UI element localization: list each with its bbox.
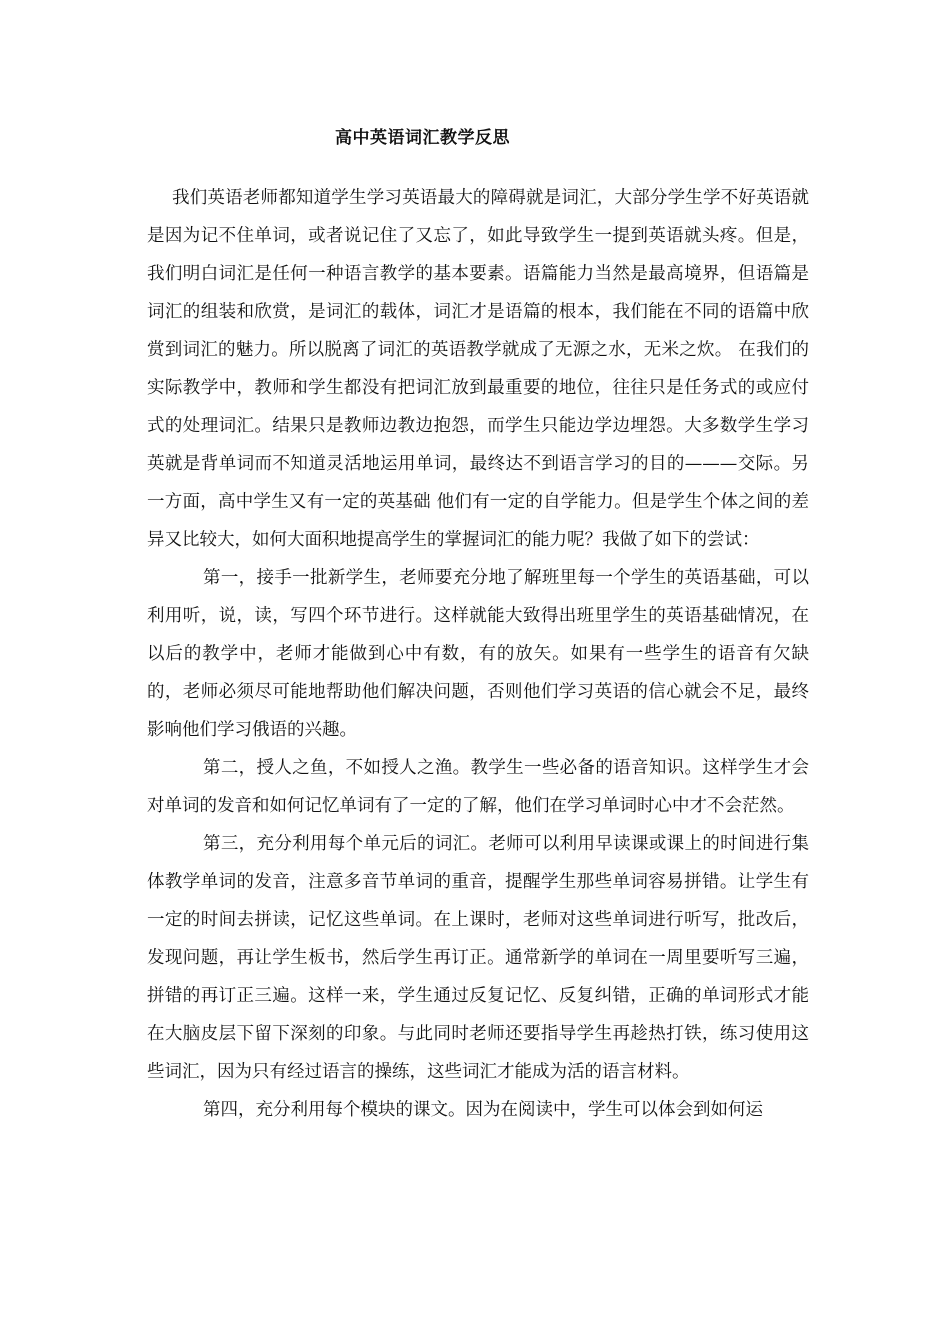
paragraph-first: 第一，接手一批新学生，老师要充分地了解班里每一个学生的英语基础，可以利用听，说，读，写四个环节进行。这样就能大致得出班里学生的英语基础情况，在以后的教学中，老师才能做到心中有数，有的放矢。如果有一些学生的语音有欠缺的，老师必须尽可能地帮助他们解决问题，否则他们学习英语的信心就会不足，最终影响他们学习俄语的兴趣。 <box>147 568 809 740</box>
paragraph-second: 第二，授人之鱼，不如授人之渔。教学生一些必备的语音知识。这样学生才会对单词的发音和如何记忆单词有了一定的了解，他们在学习单词时心中才不会茫然。 <box>147 758 809 816</box>
paragraph-intro: 我们英语老师都知道学生学习英语最大的障碍就是词汇，大部分学生学不好英语就是因为记不住单词，或者说记住了又忘了，如此导致学生一提到英语就头疼。但是，我们明白词汇是任何一种语言教学的基本要素。语篇能力当然是最高境界，但语篇是词汇的组装和欣赏，是词汇的载体，词汇才是语篇的根本，我们能在不同的语篇中欣赏到词汇的魅力。所以脱离了词汇的英语教学就成了无源之水，无米之炊。 在我们的实际教学中，教师和学生都没有把词汇放到最重要的地位，往往只是任务式的或应付式的处理词汇。结果只是教师边教边抱怨，而学生只能边学边埋怨。大多数学生学习英就是背单词而不知道灵活地运用单词，最终达不到语言学习的目的———交际。另一方面，高中学生又有一定的英基础 他们有一定的自学能力。但是学生个体之间的差异又比较大，如何大面积地提高学生的掌握词汇的能力呢？我做了如下的尝试： <box>147 188 809 550</box>
paragraph-fourth: 第四，充分利用每个模块的课文。因为在阅读中，学生可以体会到如何运 <box>203 1100 763 1120</box>
paragraph-third: 第三，充分利用每个单元后的词汇。老师可以利用早读课或课上的时间进行集体教学单词的发音，注意多音节单词的重音，提醒学生那些单词容易拼错。让学生有一定的时间去拼读，记忆这些单词。在上课时，老师对这些单词进行听写，批改后，发现问题，再让学生板书，然后学生再订正。通常新学的单词在一周里要听写三遍，拼错的再订正三遍。这样一来，学生通过反复记忆、反复纠错，正确的单词形式才能在大脑皮层下留下深刻的印象。与此同时老师还要指导学生再趁热打铁，练习使用这些词汇，因为只有经过语言的操练，这些词汇才能成为活的语言材料。 <box>147 834 809 1082</box>
document-body <box>147 179 809 1129</box>
document-title: 高中英语词汇教学反思 <box>335 128 510 148</box>
